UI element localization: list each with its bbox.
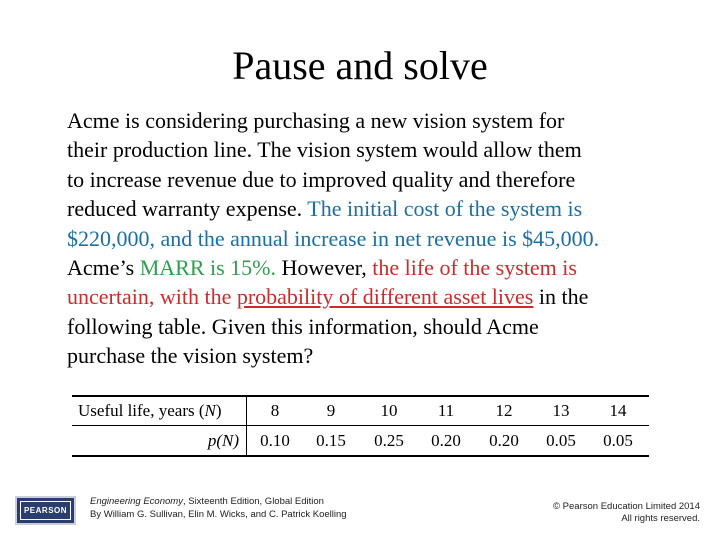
probability-value: 0.10 [260, 431, 290, 450]
useful-life-variable: N [204, 401, 216, 420]
problem-line: their production line. The vision system would allow them [67, 137, 582, 163]
problem-line [67, 194, 667, 223]
problem-line: following table. Given this information, should Acme [67, 313, 539, 339]
life-value: 14 [609, 401, 627, 420]
book-authors: By William G. Sullivan, Elin M. Wicks, and C. Patrick Koelling [90, 509, 347, 520]
table-mid-rule [72, 425, 649, 426]
probability-value: 0.20 [431, 431, 461, 450]
problem-line: to increase revenue due to improved quality and therefore [67, 166, 576, 192]
life-value: 8 [270, 401, 280, 420]
marr-text: MARR is 15%. [139, 255, 276, 281]
life-value: 10 [380, 401, 398, 420]
probability-header [208, 431, 239, 451]
life-uncertain-text: the life of the system is [372, 255, 577, 281]
initial-cost-text: The initial cost of the system is [307, 196, 583, 222]
book-title-line [90, 495, 347, 508]
rights-line: All rights reserved. [621, 513, 700, 524]
probability-value: 0.05 [546, 431, 576, 450]
problem-line [67, 253, 667, 282]
book-title: Engineering Economy [90, 496, 183, 507]
copyright-notice [553, 501, 700, 525]
life-value: 13 [552, 401, 570, 420]
problem-text: However, [276, 255, 373, 281]
problem-line: purchase the vision system? [67, 343, 314, 369]
table-divider [246, 395, 247, 457]
probability-label: p(N) [207, 431, 239, 450]
problem-statement [67, 106, 667, 371]
probability-text: probability of different asset lives [236, 284, 534, 310]
problem-text: in the [533, 284, 589, 310]
book-edition: , Sixteenth Edition, Global Edition [182, 496, 324, 507]
revenue-line: $220,000, and the annual increase in net revenue is $45,000. [67, 225, 600, 251]
pearson-logo-frame [20, 501, 71, 520]
useful-life-header [78, 401, 222, 421]
problem-line [67, 282, 667, 311]
problem-text: reduced warranty expense. [67, 196, 308, 222]
problem-line: Acme is considering purchasing a new vision system for [67, 108, 565, 133]
probability-value: 0.05 [603, 431, 633, 450]
table-top-rule [72, 395, 649, 397]
useful-life-label: Useful life, years ( [78, 401, 205, 420]
book-citation [90, 495, 347, 521]
pearson-logo [15, 496, 76, 525]
table-bottom-rule [72, 455, 649, 457]
life-value: 9 [326, 401, 336, 420]
problem-text: Acme’s [67, 255, 140, 281]
copyright-line: © Pearson Education Limited 2014 [553, 501, 700, 512]
probability-value: 0.20 [489, 431, 519, 450]
life-value: 11 [437, 401, 455, 420]
useful-life-label-end: ) [215, 401, 222, 420]
life-uncertain-text: uncertain, with the [67, 284, 237, 310]
probability-value: 0.25 [374, 431, 404, 450]
pearson-logo-text: PEARSON [23, 506, 68, 515]
probability-value: 0.15 [316, 431, 346, 450]
asset-life-table [72, 395, 649, 457]
life-value: 12 [495, 401, 513, 420]
slide-title: Pause and solve [232, 43, 488, 88]
